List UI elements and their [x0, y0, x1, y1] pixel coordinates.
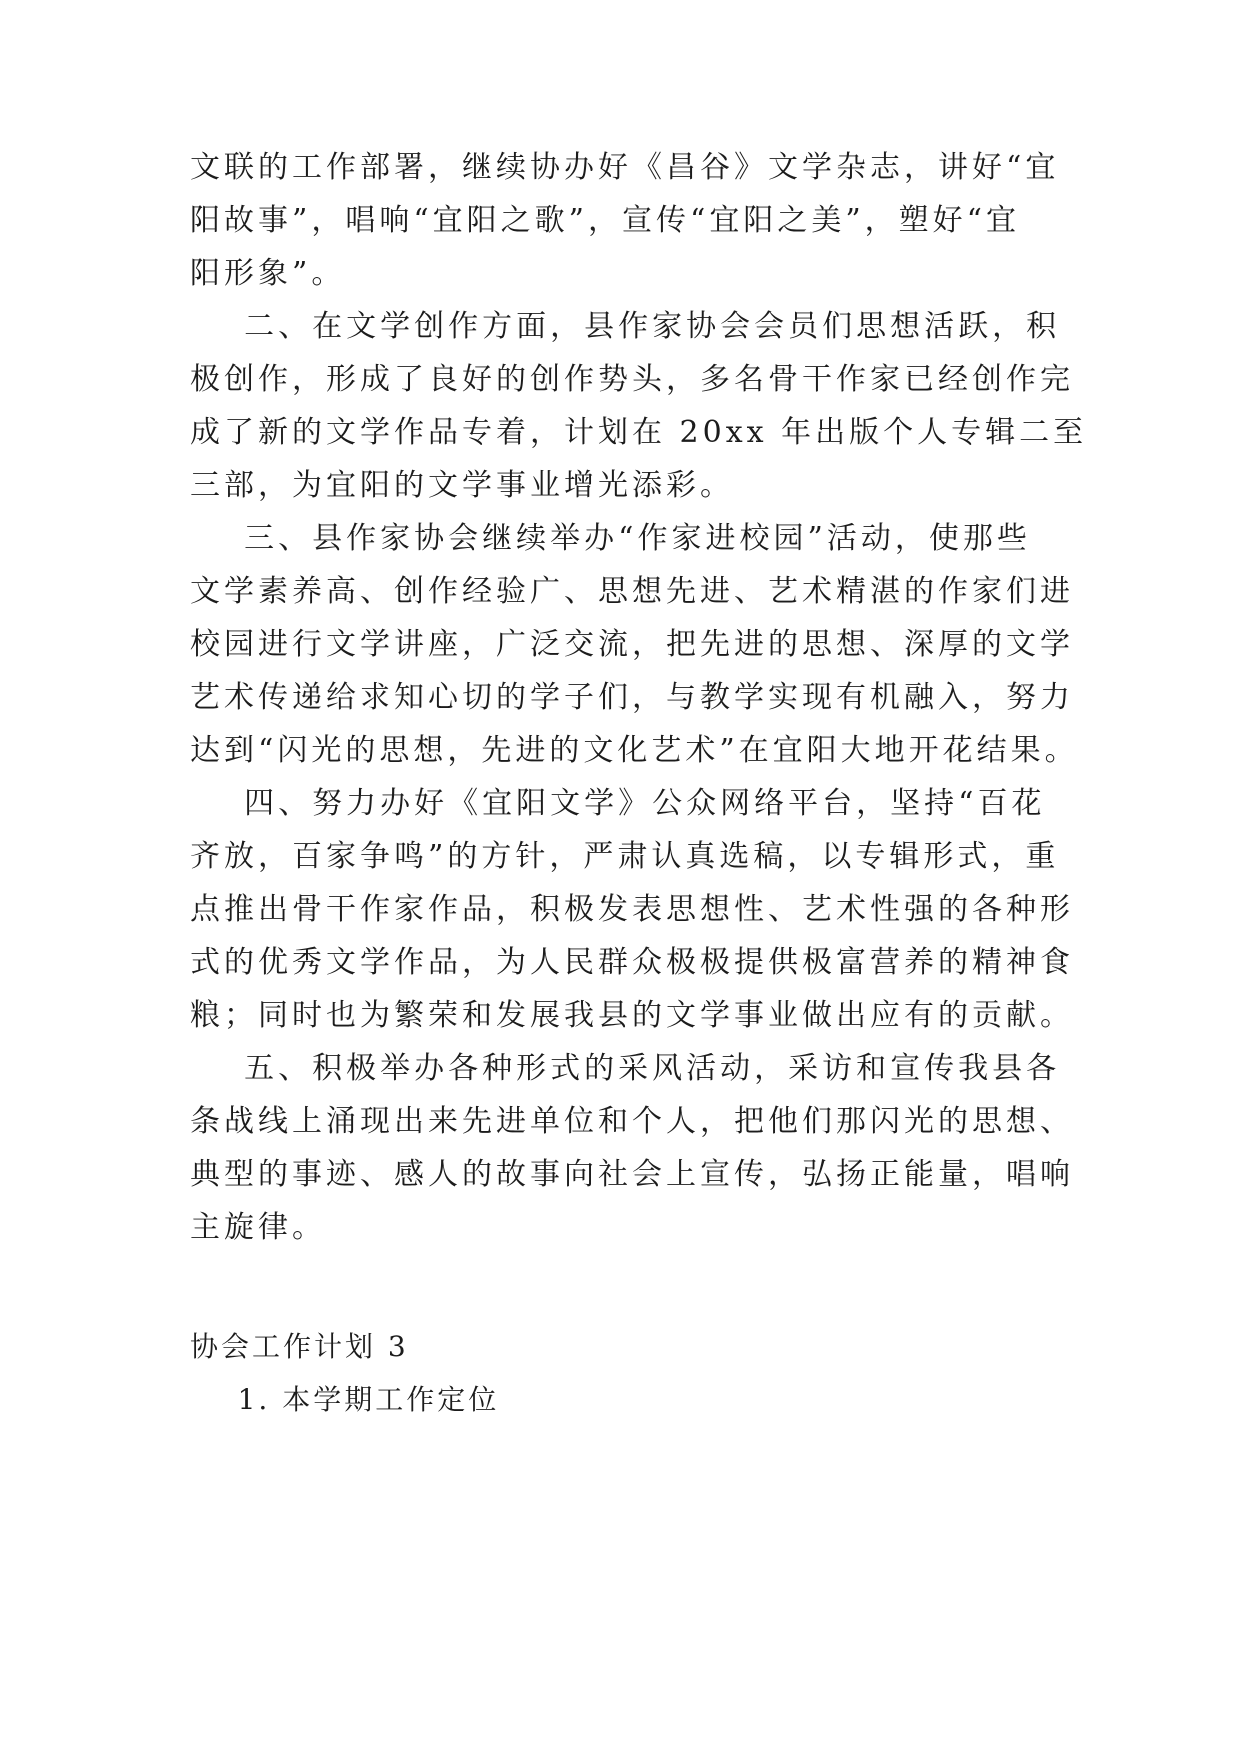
paragraph-line: 成了新的文学作品专着，计划在 20xx 年出版个人专辑二至	[190, 415, 1088, 450]
paragraph-line: 四、努力办好《宜阳文学》公众网络平台，坚持“百花	[190, 786, 1046, 821]
paragraph-line: 文学素养高、创作经验广、思想先进、艺术精湛的作家们进	[190, 574, 1074, 609]
paragraph-line: 校园进行文学讲座，广泛交流，把先进的思想、深厚的文学	[190, 627, 1074, 662]
paragraph-line: 条战线上涌现出来先进单位和个人，把他们那闪光的思想、	[190, 1104, 1074, 1139]
paragraph-line: 五、积极举办各种形式的采风活动，采访和宣传我县各	[190, 1051, 1061, 1086]
paragraph-line: 点推出骨干作家作品，积极发表思想性、艺术性强的各种形	[190, 892, 1074, 927]
section-title: 协会工作计划 3	[190, 1330, 409, 1363]
subsection-title: 1. 本学期工作定位	[190, 1383, 500, 1416]
paragraph-line: 达到“闪光的思想，先进的文化艺术”在宜阳大地开花结果。	[190, 733, 1079, 768]
paragraph-line: 文联的工作部署，继续协办好《昌谷》文学杂志，讲好“宜	[190, 150, 1060, 185]
paragraph-line: 极创作，形成了良好的创作势头，多名骨干作家已经创作完	[190, 362, 1074, 397]
paragraph-line: 齐放，百家争鸣”的方针，严肃认真选稿，以专辑形式，重	[190, 839, 1060, 874]
paragraph-line: 阳形象”。	[190, 256, 346, 291]
paragraph-line: 主旋律。	[190, 1210, 326, 1245]
paragraph-line: 二、在文学创作方面，县作家协会会员们思想活跃，积	[190, 309, 1061, 344]
paragraph-line: 阳故事”，唱响“宜阳之歌”，宣传“宜阳之美”，塑好“宜	[190, 203, 1021, 238]
paragraph-line: 三部，为宜阳的文学事业增光添彩。	[190, 468, 734, 503]
paragraph-line: 艺术传递给求知心切的学子们，与教学实现有机融入，努力	[190, 680, 1074, 715]
paragraph-line: 典型的事迹、感人的故事向社会上宣传，弘扬正能量，唱响	[190, 1157, 1074, 1192]
paragraph-line: 粮；同时也为繁荣和发展我县的文学事业做出应有的贡献。	[190, 998, 1074, 1033]
paragraph-line: 式的优秀文学作品，为人民群众极极提供极富营养的精神食	[190, 945, 1074, 980]
paragraph-line: 三、县作家协会继续举办“作家进校园”活动，使那些	[190, 521, 1031, 556]
